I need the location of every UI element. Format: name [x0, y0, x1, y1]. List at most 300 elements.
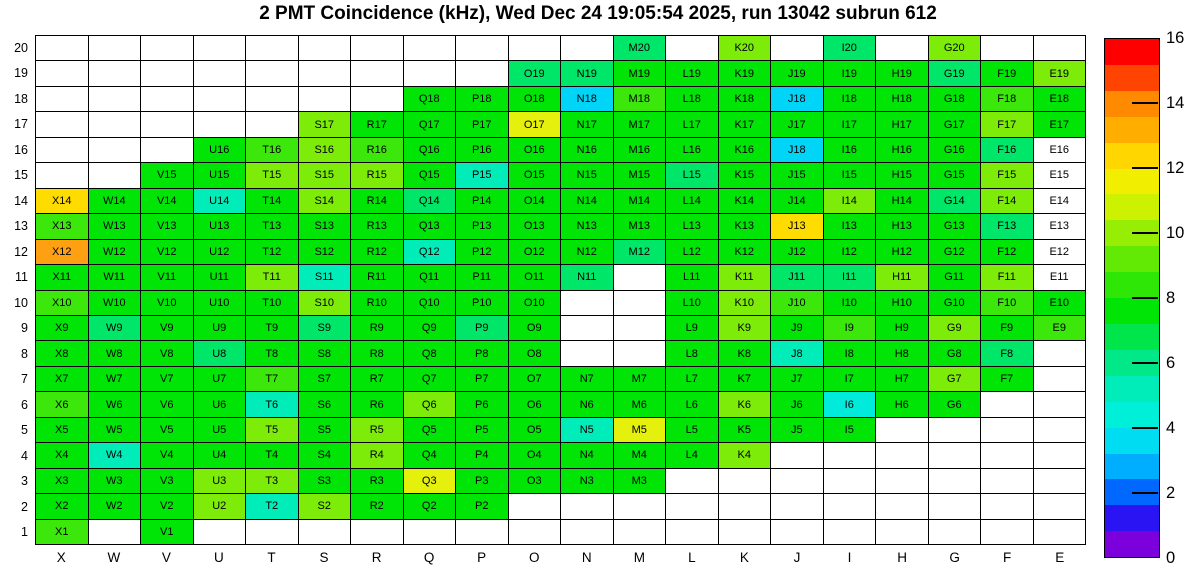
grid-cell-V8: V8 — [141, 341, 194, 366]
grid-cell-L13: L13 — [666, 214, 719, 239]
grid-cell-empty — [876, 520, 929, 545]
grid-cell-V6: V6 — [141, 392, 194, 417]
grid-cell-W3: W3 — [89, 469, 142, 494]
grid-cell-E19: E19 — [1034, 61, 1087, 86]
grid-cell-V5: V5 — [141, 418, 194, 443]
grid-cell-empty — [824, 494, 877, 519]
column-label-R: R — [371, 549, 382, 565]
grid-cell-L16: L16 — [666, 138, 719, 163]
grid-cell-Q12: Q12 — [404, 240, 457, 265]
grid-cell-M17: M17 — [614, 112, 667, 137]
grid-cell-empty — [194, 112, 247, 137]
grid-cell-O8: O8 — [509, 341, 562, 366]
colorbar-band-19 — [1105, 531, 1159, 557]
grid-cell-K17: K17 — [719, 112, 772, 137]
colorbar-band-13 — [1105, 376, 1159, 402]
grid-cell-Q5: Q5 — [404, 418, 457, 443]
grid-cell-U6: U6 — [194, 392, 247, 417]
grid-cell-I5: I5 — [824, 418, 877, 443]
grid-cell-M18: M18 — [614, 87, 667, 112]
grid-cell-X4: X4 — [36, 443, 89, 468]
column-label-G: G — [949, 549, 960, 565]
colorbar-band-8 — [1105, 246, 1159, 272]
grid-cell-empty — [719, 469, 772, 494]
column-label-M: M — [633, 549, 645, 565]
grid-cell-empty — [509, 36, 562, 61]
grid-cell-O17: O17 — [509, 112, 562, 137]
grid-cell-T6: T6 — [246, 392, 299, 417]
grid-cell-empty — [771, 520, 824, 545]
grid-cell-W12: W12 — [89, 240, 142, 265]
grid-cell-H13: H13 — [876, 214, 929, 239]
grid-cell-T9: T9 — [246, 316, 299, 341]
grid-cell-S8: S8 — [299, 341, 352, 366]
grid-cell-L4: L4 — [666, 443, 719, 468]
column-label-T: T — [267, 549, 276, 565]
grid-cell-X13: X13 — [36, 214, 89, 239]
grid-cell-P8: P8 — [456, 341, 509, 366]
grid-cell-L9: L9 — [666, 316, 719, 341]
grid-cell-G14: G14 — [929, 189, 982, 214]
grid-cell-empty — [1034, 443, 1087, 468]
grid-cell-S4: S4 — [299, 443, 352, 468]
grid-cell-empty — [246, 61, 299, 86]
grid-cell-J8: J8 — [771, 341, 824, 366]
grid-cell-Q2: Q2 — [404, 494, 457, 519]
grid-cell-E12: E12 — [1034, 240, 1087, 265]
grid-cell-empty — [719, 494, 772, 519]
grid-cell-N19: N19 — [561, 61, 614, 86]
grid-cell-S9: S9 — [299, 316, 352, 341]
grid-cell-empty — [561, 520, 614, 545]
row-label-13: 13 — [14, 219, 28, 234]
grid-cell-X10: X10 — [36, 291, 89, 316]
grid-cell-Q15: Q15 — [404, 163, 457, 188]
grid-cell-O3: O3 — [509, 469, 562, 494]
row-label-7: 7 — [21, 372, 28, 387]
grid-cell-I19: I19 — [824, 61, 877, 86]
grid-cell-empty — [771, 469, 824, 494]
grid-cell-J15: J15 — [771, 163, 824, 188]
grid-cell-G17: G17 — [929, 112, 982, 137]
grid-cell-X12: X12 — [36, 240, 89, 265]
grid-cell-E10: E10 — [1034, 291, 1087, 316]
grid-cell-U15: U15 — [194, 163, 247, 188]
grid-cell-O6: O6 — [509, 392, 562, 417]
colorbar-label-2: 2 — [1166, 483, 1176, 502]
colorbar-label-6: 6 — [1166, 353, 1176, 372]
grid-cell-U14: U14 — [194, 189, 247, 214]
grid-cell-empty — [614, 291, 667, 316]
grid-cell-F8: F8 — [981, 341, 1034, 366]
grid-cell-U13: U13 — [194, 214, 247, 239]
grid-cell-U2: U2 — [194, 494, 247, 519]
grid-cell-I14: I14 — [824, 189, 877, 214]
grid-cell-K12: K12 — [719, 240, 772, 265]
grid-cell-S13: S13 — [299, 214, 352, 239]
grid-cell-empty — [929, 494, 982, 519]
column-label-H: H — [897, 549, 907, 565]
column-label-S: S — [319, 549, 329, 565]
grid-cell-P14: P14 — [456, 189, 509, 214]
grid-cell-E13: E13 — [1034, 214, 1087, 239]
grid-cell-Q9: Q9 — [404, 316, 457, 341]
grid-cell-J6: J6 — [771, 392, 824, 417]
grid-cell-S16: S16 — [299, 138, 352, 163]
grid-cell-Q14: Q14 — [404, 189, 457, 214]
grid-cell-V11: V11 — [141, 265, 194, 290]
grid-cell-T16: T16 — [246, 138, 299, 163]
grid-cell-H9: H9 — [876, 316, 929, 341]
grid-cell-L5: L5 — [666, 418, 719, 443]
grid-cell-R8: R8 — [351, 341, 404, 366]
grid-cell-M6: M6 — [614, 392, 667, 417]
grid-cell-L15: L15 — [666, 163, 719, 188]
grid-cell-K9: K9 — [719, 316, 772, 341]
grid-cell-S12: S12 — [299, 240, 352, 265]
grid-cell-empty — [299, 61, 352, 86]
column-label-J: J — [793, 549, 801, 565]
column-label-P: P — [477, 549, 487, 565]
grid-cell-K14: K14 — [719, 189, 772, 214]
grid-cell-empty — [141, 61, 194, 86]
colorbar-band-0 — [1105, 39, 1159, 65]
grid-cell-U5: U5 — [194, 418, 247, 443]
grid-cell-V3: V3 — [141, 469, 194, 494]
grid-cell-S10: S10 — [299, 291, 352, 316]
grid-cell-empty — [614, 494, 667, 519]
grid-cell-N13: N13 — [561, 214, 614, 239]
grid-cell-F14: F14 — [981, 189, 1034, 214]
grid-cell-S3: S3 — [299, 469, 352, 494]
grid-cell-N12: N12 — [561, 240, 614, 265]
grid-cell-empty — [299, 520, 352, 545]
grid-cell-T4: T4 — [246, 443, 299, 468]
grid-cell-empty — [509, 520, 562, 545]
grid-cell-Q10: Q10 — [404, 291, 457, 316]
colorbar-band-10 — [1105, 298, 1159, 324]
grid-cell-R11: R11 — [351, 265, 404, 290]
row-label-4: 4 — [21, 448, 28, 463]
grid-cell-empty — [929, 443, 982, 468]
row-label-14: 14 — [14, 193, 28, 208]
grid-cell-H18: H18 — [876, 87, 929, 112]
grid-cell-L14: L14 — [666, 189, 719, 214]
grid-cell-R2: R2 — [351, 494, 404, 519]
grid-cell-empty — [876, 36, 929, 61]
grid-cell-empty — [1034, 36, 1087, 61]
grid-cell-R14: R14 — [351, 189, 404, 214]
grid-cell-Q8: Q8 — [404, 341, 457, 366]
colorbar-label-14: 14 — [1166, 93, 1185, 112]
grid-cell-F11: F11 — [981, 265, 1034, 290]
grid-cell-F12: F12 — [981, 240, 1034, 265]
grid-cell-X3: X3 — [36, 469, 89, 494]
column-label-L: L — [688, 549, 696, 565]
grid-cell-I7: I7 — [824, 367, 877, 392]
grid-cell-E11: E11 — [1034, 265, 1087, 290]
grid-cell-empty — [561, 291, 614, 316]
row-label-15: 15 — [14, 168, 28, 183]
grid-cell-W7: W7 — [89, 367, 142, 392]
grid-cell-empty — [351, 36, 404, 61]
grid-cell-empty — [981, 36, 1034, 61]
grid-cell-H11: H11 — [876, 265, 929, 290]
grid-cell-S11: S11 — [299, 265, 352, 290]
grid-cell-Q6: Q6 — [404, 392, 457, 417]
grid-cell-P10: P10 — [456, 291, 509, 316]
grid-cell-L17: L17 — [666, 112, 719, 137]
grid-cell-U4: U4 — [194, 443, 247, 468]
grid-cell-I18: I18 — [824, 87, 877, 112]
grid-cell-empty — [36, 36, 89, 61]
grid-cell-empty — [404, 61, 457, 86]
grid-cell-K10: K10 — [719, 291, 772, 316]
grid-cell-V15: V15 — [141, 163, 194, 188]
grid-cell-empty — [981, 520, 1034, 545]
grid-cell-K5: K5 — [719, 418, 772, 443]
grid-cell-T11: T11 — [246, 265, 299, 290]
grid-cell-M3: M3 — [614, 469, 667, 494]
grid-cell-K7: K7 — [719, 367, 772, 392]
grid-cell-N18: N18 — [561, 87, 614, 112]
grid-cell-empty — [456, 36, 509, 61]
grid-cell-I10: I10 — [824, 291, 877, 316]
grid-cell-E15: E15 — [1034, 163, 1087, 188]
grid-cell-J10: J10 — [771, 291, 824, 316]
grid-cell-X11: X11 — [36, 265, 89, 290]
column-label-Q: Q — [423, 549, 435, 565]
grid-cell-E14: E14 — [1034, 189, 1087, 214]
grid-cell-M12: M12 — [614, 240, 667, 265]
grid-cell-empty — [561, 494, 614, 519]
grid-cell-L18: L18 — [666, 87, 719, 112]
grid-cell-T13: T13 — [246, 214, 299, 239]
grid-cell-empty — [666, 494, 719, 519]
grid-cell-R17: R17 — [351, 112, 404, 137]
grid-cell-M7: M7 — [614, 367, 667, 392]
grid-cell-U11: U11 — [194, 265, 247, 290]
colorbar-tick-6 — [1132, 362, 1158, 364]
grid-cell-V9: V9 — [141, 316, 194, 341]
grid-cell-R15: R15 — [351, 163, 404, 188]
grid-cell-Q11: Q11 — [404, 265, 457, 290]
column-label-K: K — [739, 549, 749, 565]
grid-cell-empty — [824, 520, 877, 545]
grid-cell-P17: P17 — [456, 112, 509, 137]
grid-cell-empty — [929, 418, 982, 443]
grid-cell-U10: U10 — [194, 291, 247, 316]
grid-cell-K4: K4 — [719, 443, 772, 468]
grid-cell-J19: J19 — [771, 61, 824, 86]
grid-cell-empty — [981, 469, 1034, 494]
grid-cell-empty — [141, 112, 194, 137]
grid-cell-empty — [1034, 494, 1087, 519]
grid-cell-O16: O16 — [509, 138, 562, 163]
grid-cell-H7: H7 — [876, 367, 929, 392]
grid-cell-empty — [404, 36, 457, 61]
grid-cell-empty — [194, 36, 247, 61]
grid-cell-P6: P6 — [456, 392, 509, 417]
grid-cell-X2: X2 — [36, 494, 89, 519]
colorbar-band-4 — [1105, 143, 1159, 169]
grid-cell-R9: R9 — [351, 316, 404, 341]
grid-cell-I11: I11 — [824, 265, 877, 290]
colorbar-label-10: 10 — [1166, 223, 1185, 242]
grid-cell-F16: F16 — [981, 138, 1034, 163]
grid-cell-K20: K20 — [719, 36, 772, 61]
grid-cell-V12: V12 — [141, 240, 194, 265]
grid-cell-X9: X9 — [36, 316, 89, 341]
grid-cell-V10: V10 — [141, 291, 194, 316]
colorbar-band-18 — [1105, 505, 1159, 531]
grid-cell-K16: K16 — [719, 138, 772, 163]
row-label-12: 12 — [14, 244, 28, 259]
grid-cell-T12: T12 — [246, 240, 299, 265]
grid-cell-K8: K8 — [719, 341, 772, 366]
grid-cell-N3: N3 — [561, 469, 614, 494]
grid-cell-F10: F10 — [981, 291, 1034, 316]
grid-cell-S15: S15 — [299, 163, 352, 188]
grid-cell-L6: L6 — [666, 392, 719, 417]
grid-cell-empty — [246, 520, 299, 545]
column-label-U: U — [214, 549, 224, 565]
grid-cell-U8: U8 — [194, 341, 247, 366]
grid-cell-T3: T3 — [246, 469, 299, 494]
grid-cell-empty — [141, 87, 194, 112]
grid-cell-V14: V14 — [141, 189, 194, 214]
grid-cell-F17: F17 — [981, 112, 1034, 137]
grid-cell-J18: J18 — [771, 87, 824, 112]
grid-cell-L10: L10 — [666, 291, 719, 316]
grid-cell-G8: G8 — [929, 341, 982, 366]
grid-cell-N5: N5 — [561, 418, 614, 443]
grid-cell-J14: J14 — [771, 189, 824, 214]
grid-cell-T14: T14 — [246, 189, 299, 214]
colorbar-band-3 — [1105, 117, 1159, 143]
grid-cell-G20: G20 — [929, 36, 982, 61]
grid-cell-G13: G13 — [929, 214, 982, 239]
grid-cell-X6: X6 — [36, 392, 89, 417]
grid-cell-O10: O10 — [509, 291, 562, 316]
grid-cell-empty — [246, 112, 299, 137]
grid-cell-empty — [89, 36, 142, 61]
grid-cell-empty — [456, 61, 509, 86]
grid-cell-Q16: Q16 — [404, 138, 457, 163]
grid-cell-K15: K15 — [719, 163, 772, 188]
grid-cell-P11: P11 — [456, 265, 509, 290]
grid-cell-empty — [771, 443, 824, 468]
colorbar-tick-10 — [1132, 232, 1158, 234]
grid-cell-H15: H15 — [876, 163, 929, 188]
grid-cell-empty — [771, 494, 824, 519]
grid-cell-empty — [561, 341, 614, 366]
grid-cell-O12: O12 — [509, 240, 562, 265]
grid-cell-empty — [666, 520, 719, 545]
grid-cell-R5: R5 — [351, 418, 404, 443]
grid-cell-J7: J7 — [771, 367, 824, 392]
grid-cell-T10: T10 — [246, 291, 299, 316]
grid-cell-T2: T2 — [246, 494, 299, 519]
grid-cell-I15: I15 — [824, 163, 877, 188]
grid-cell-empty — [351, 520, 404, 545]
grid-cell-empty — [509, 494, 562, 519]
grid-cell-H6: H6 — [876, 392, 929, 417]
grid-cell-X5: X5 — [36, 418, 89, 443]
colorbar-band-9 — [1105, 272, 1159, 298]
grid-cell-empty — [614, 265, 667, 290]
grid-cell-H19: H19 — [876, 61, 929, 86]
x-axis-column-labels — [35, 546, 1086, 568]
grid-cell-N17: N17 — [561, 112, 614, 137]
column-label-E: E — [1055, 549, 1065, 565]
grid-cell-L19: L19 — [666, 61, 719, 86]
grid-cell-empty — [89, 87, 142, 112]
grid-cell-E9: E9 — [1034, 316, 1087, 341]
grid-cell-P9: P9 — [456, 316, 509, 341]
colorbar-band-5 — [1105, 169, 1159, 195]
row-label-2: 2 — [21, 499, 28, 514]
grid-cell-I13: I13 — [824, 214, 877, 239]
grid-cell-empty — [929, 520, 982, 545]
grid-cell-V1: V1 — [141, 520, 194, 545]
colorbar-band-16 — [1105, 454, 1159, 480]
column-label-I: I — [847, 549, 852, 565]
grid-cell-Q18: Q18 — [404, 87, 457, 112]
grid-cell-S2: S2 — [299, 494, 352, 519]
grid-cell-P7: P7 — [456, 367, 509, 392]
grid-cell-G16: G16 — [929, 138, 982, 163]
grid-cell-empty — [1034, 520, 1087, 545]
colorbar-tick-14 — [1132, 102, 1158, 104]
grid-cell-J12: J12 — [771, 240, 824, 265]
grid-cell-P5: P5 — [456, 418, 509, 443]
grid-cell-L11: L11 — [666, 265, 719, 290]
grid-cell-J9: J9 — [771, 316, 824, 341]
grid-cell-U7: U7 — [194, 367, 247, 392]
grid-cell-T8: T8 — [246, 341, 299, 366]
grid-cell-F13: F13 — [981, 214, 1034, 239]
row-label-9: 9 — [21, 321, 28, 336]
grid-cell-J18: J18 — [771, 138, 824, 163]
colorbar-label-8: 8 — [1166, 288, 1176, 307]
colorbar-label-0: 0 — [1166, 548, 1176, 567]
colorbar-tick-4 — [1132, 427, 1158, 429]
row-label-17: 17 — [14, 117, 28, 132]
grid-cell-empty — [1034, 392, 1087, 417]
grid-cell-empty — [194, 61, 247, 86]
grid-cell-empty — [246, 36, 299, 61]
column-label-F: F — [1003, 549, 1012, 565]
grid-cell-V7: V7 — [141, 367, 194, 392]
grid-cell-G10: G10 — [929, 291, 982, 316]
grid-cell-P16: P16 — [456, 138, 509, 163]
grid-cell-S5: S5 — [299, 418, 352, 443]
grid-cell-N15: N15 — [561, 163, 614, 188]
row-label-20: 20 — [14, 40, 28, 55]
grid-cell-empty — [141, 36, 194, 61]
grid-cell-R13: R13 — [351, 214, 404, 239]
grid-cell-N16: N16 — [561, 138, 614, 163]
grid-cell-O18: O18 — [509, 87, 562, 112]
grid-cell-E18: E18 — [1034, 87, 1087, 112]
grid-cell-F18: F18 — [981, 87, 1034, 112]
grid-cell-K18: K18 — [719, 87, 772, 112]
colorbar-label-12: 12 — [1166, 158, 1185, 177]
grid-cell-J13: J13 — [771, 214, 824, 239]
grid-cell-V13: V13 — [141, 214, 194, 239]
grid-cell-Q7: Q7 — [404, 367, 457, 392]
